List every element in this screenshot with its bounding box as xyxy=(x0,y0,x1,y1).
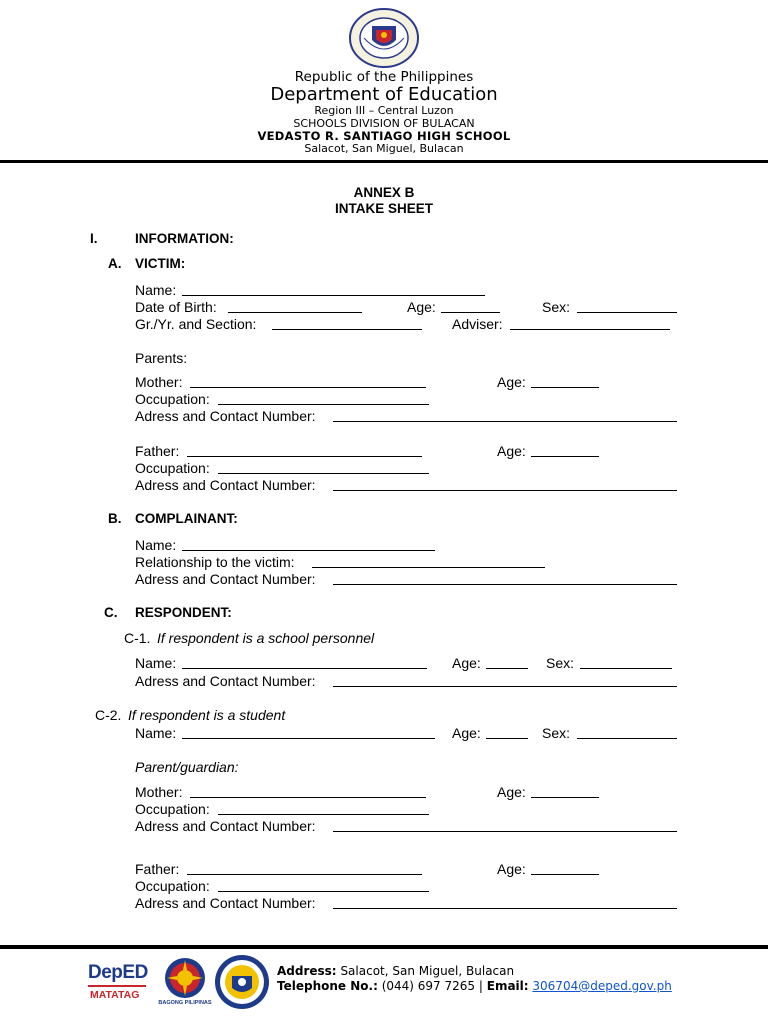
c2-father-age-field[interactable] xyxy=(531,874,599,875)
c2-father-occupation-label: Occupation: xyxy=(135,878,210,894)
complainant-name-label: Name: xyxy=(135,537,177,553)
deped-logo-text: DepED xyxy=(88,962,148,983)
section-number: I. xyxy=(90,231,98,246)
victim-father-address-field[interactable] xyxy=(333,490,677,491)
c1-number: C-1. xyxy=(124,630,151,646)
deped-matatag-logo xyxy=(88,962,152,1008)
c1-age-label: Age: xyxy=(452,655,481,671)
matatag-text: MATATAG xyxy=(90,989,140,1001)
respondent-letter: C. xyxy=(104,605,118,620)
victim-section-label: Gr./Yr. and Section: xyxy=(135,316,257,332)
victim-dob-label: Date of Birth: xyxy=(135,299,217,315)
division-text: SCHOOLS DIVISION OF BULACAN xyxy=(293,117,475,130)
c2-mother-address-label: Adress and Contact Number: xyxy=(135,818,316,834)
c1-sex-field[interactable] xyxy=(580,668,672,669)
victim-name-field[interactable] xyxy=(182,295,485,296)
footer-email-link[interactable]: 306704@deped.gov.ph xyxy=(532,979,672,993)
c2-age-field[interactable] xyxy=(486,738,528,739)
victim-mother-label: Mother: xyxy=(135,374,183,390)
c2-mother-label: Mother: xyxy=(135,784,183,800)
c1-address-field[interactable] xyxy=(333,686,677,687)
guardian-label: Parent/guardian: xyxy=(135,759,239,775)
footer-phone-value: (044) 697 7265 xyxy=(381,979,476,993)
footer-divider xyxy=(0,945,768,949)
region-text: Region III – Central Luzon xyxy=(314,104,454,117)
c2-father-label: Father: xyxy=(135,861,180,877)
parents-label: Parents: xyxy=(135,350,188,366)
victim-mother-occupation-label: Occupation: xyxy=(135,391,210,407)
complainant-name-field[interactable] xyxy=(182,550,435,551)
victim-father-occupation-field[interactable] xyxy=(218,473,429,474)
c2-father-field[interactable] xyxy=(187,874,422,875)
sun-icon xyxy=(158,956,212,1000)
c1-name-field[interactable] xyxy=(182,668,427,669)
c2-father-occupation-field[interactable] xyxy=(218,891,429,892)
victim-dob-field[interactable] xyxy=(228,312,362,313)
annex-label: ANNEX B xyxy=(353,185,415,200)
bagong-pilipinas-text: BAGONG PILIPINAS xyxy=(158,1000,212,1006)
c2-father-address-field[interactable] xyxy=(333,908,677,909)
republic-text: Republic of the Philippines xyxy=(294,69,474,85)
c1-name-label: Name: xyxy=(135,655,177,671)
footer-address-line xyxy=(277,964,514,979)
victim-father-label: Father: xyxy=(135,443,180,459)
logo-stripe xyxy=(88,985,146,987)
header-divider xyxy=(0,160,768,163)
c1-description: If respondent is a school personnel xyxy=(157,630,375,646)
complainant-relationship-field[interactable] xyxy=(312,567,545,568)
victim-name-label: Name: xyxy=(135,282,177,298)
section-title: INFORMATION: xyxy=(135,231,234,246)
school-location: Salacot, San Miguel, Bulacan xyxy=(304,142,464,155)
victim-age-field[interactable] xyxy=(441,312,500,313)
c2-description: If respondent is a student xyxy=(128,707,286,723)
school-name: VEDASTO R. SANTIAGO HIGH SCHOOL xyxy=(257,129,511,143)
c2-name-label: Name: xyxy=(135,725,177,741)
complainant-relationship-label: Relationship to the victim: xyxy=(135,554,295,570)
victim-section-field[interactable] xyxy=(272,329,422,330)
c2-mother-occupation-field[interactable] xyxy=(218,814,429,815)
c2-sex-label: Sex: xyxy=(542,725,571,741)
victim-sex-field[interactable] xyxy=(577,312,677,313)
sheet-title: INTAKE SHEET xyxy=(334,201,433,216)
victim-mother-occupation-field[interactable] xyxy=(218,404,429,405)
c2-father-address-label: Adress and Contact Number: xyxy=(135,895,316,911)
bagong-pilipinas-logo xyxy=(158,956,212,1010)
victim-sex-label: Sex: xyxy=(542,299,571,315)
deped-seal-icon xyxy=(348,8,420,68)
c2-mother-age-field[interactable] xyxy=(531,797,599,798)
complainant-address-field[interactable] xyxy=(333,584,677,585)
c1-sex-label: Sex: xyxy=(546,655,575,671)
victim-adviser-label: Adviser: xyxy=(452,316,503,332)
victim-letter: A. xyxy=(108,256,122,271)
victim-mother-age-field[interactable] xyxy=(531,387,599,388)
c2-name-field[interactable] xyxy=(182,738,435,739)
footer-separator: | xyxy=(478,979,483,993)
victim-mother-address-field[interactable] xyxy=(333,421,677,422)
victim-adviser-field[interactable] xyxy=(510,329,670,330)
victim-heading: VICTIM: xyxy=(135,256,186,271)
c2-number: C-2. xyxy=(95,707,122,723)
victim-mother-age-label: Age: xyxy=(497,374,526,390)
footer-address-value: Salacot, San Miguel, Bulacan xyxy=(340,964,515,978)
c2-mother-age-label: Age: xyxy=(497,784,526,800)
c1-address-label: Adress and Contact Number: xyxy=(135,673,316,689)
department-title: Department of Education xyxy=(270,84,498,105)
victim-father-age-field[interactable] xyxy=(531,456,599,457)
c1-age-field[interactable] xyxy=(486,668,528,669)
footer-email-label: Email: xyxy=(486,979,529,993)
complainant-address-label: Adress and Contact Number: xyxy=(135,571,316,587)
victim-father-age-label: Age: xyxy=(497,443,526,459)
c2-father-age-label: Age: xyxy=(497,861,526,877)
footer-contact-line xyxy=(277,979,672,994)
victim-father-occupation-label: Occupation: xyxy=(135,460,210,476)
c2-age-label: Age: xyxy=(452,725,481,741)
school-seal-icon xyxy=(214,954,270,1010)
c2-mother-occupation-label: Occupation: xyxy=(135,801,210,817)
victim-age-label: Age: xyxy=(407,299,436,315)
victim-father-address-label: Adress and Contact Number: xyxy=(135,477,316,493)
victim-father-field[interactable] xyxy=(187,456,422,457)
footer-phone-label: Telephone No.: xyxy=(277,979,378,993)
respondent-heading: RESPONDENT: xyxy=(135,605,232,620)
complainant-heading: COMPLAINANT: xyxy=(135,511,238,526)
c2-mother-address-field[interactable] xyxy=(333,831,677,832)
victim-mother-field[interactable] xyxy=(190,387,426,388)
victim-mother-address-label: Adress and Contact Number: xyxy=(135,408,316,424)
complainant-letter: B. xyxy=(108,511,122,526)
footer-address-label: Address: xyxy=(277,964,337,978)
c2-mother-field[interactable] xyxy=(190,797,426,798)
c2-sex-field[interactable] xyxy=(577,738,677,739)
